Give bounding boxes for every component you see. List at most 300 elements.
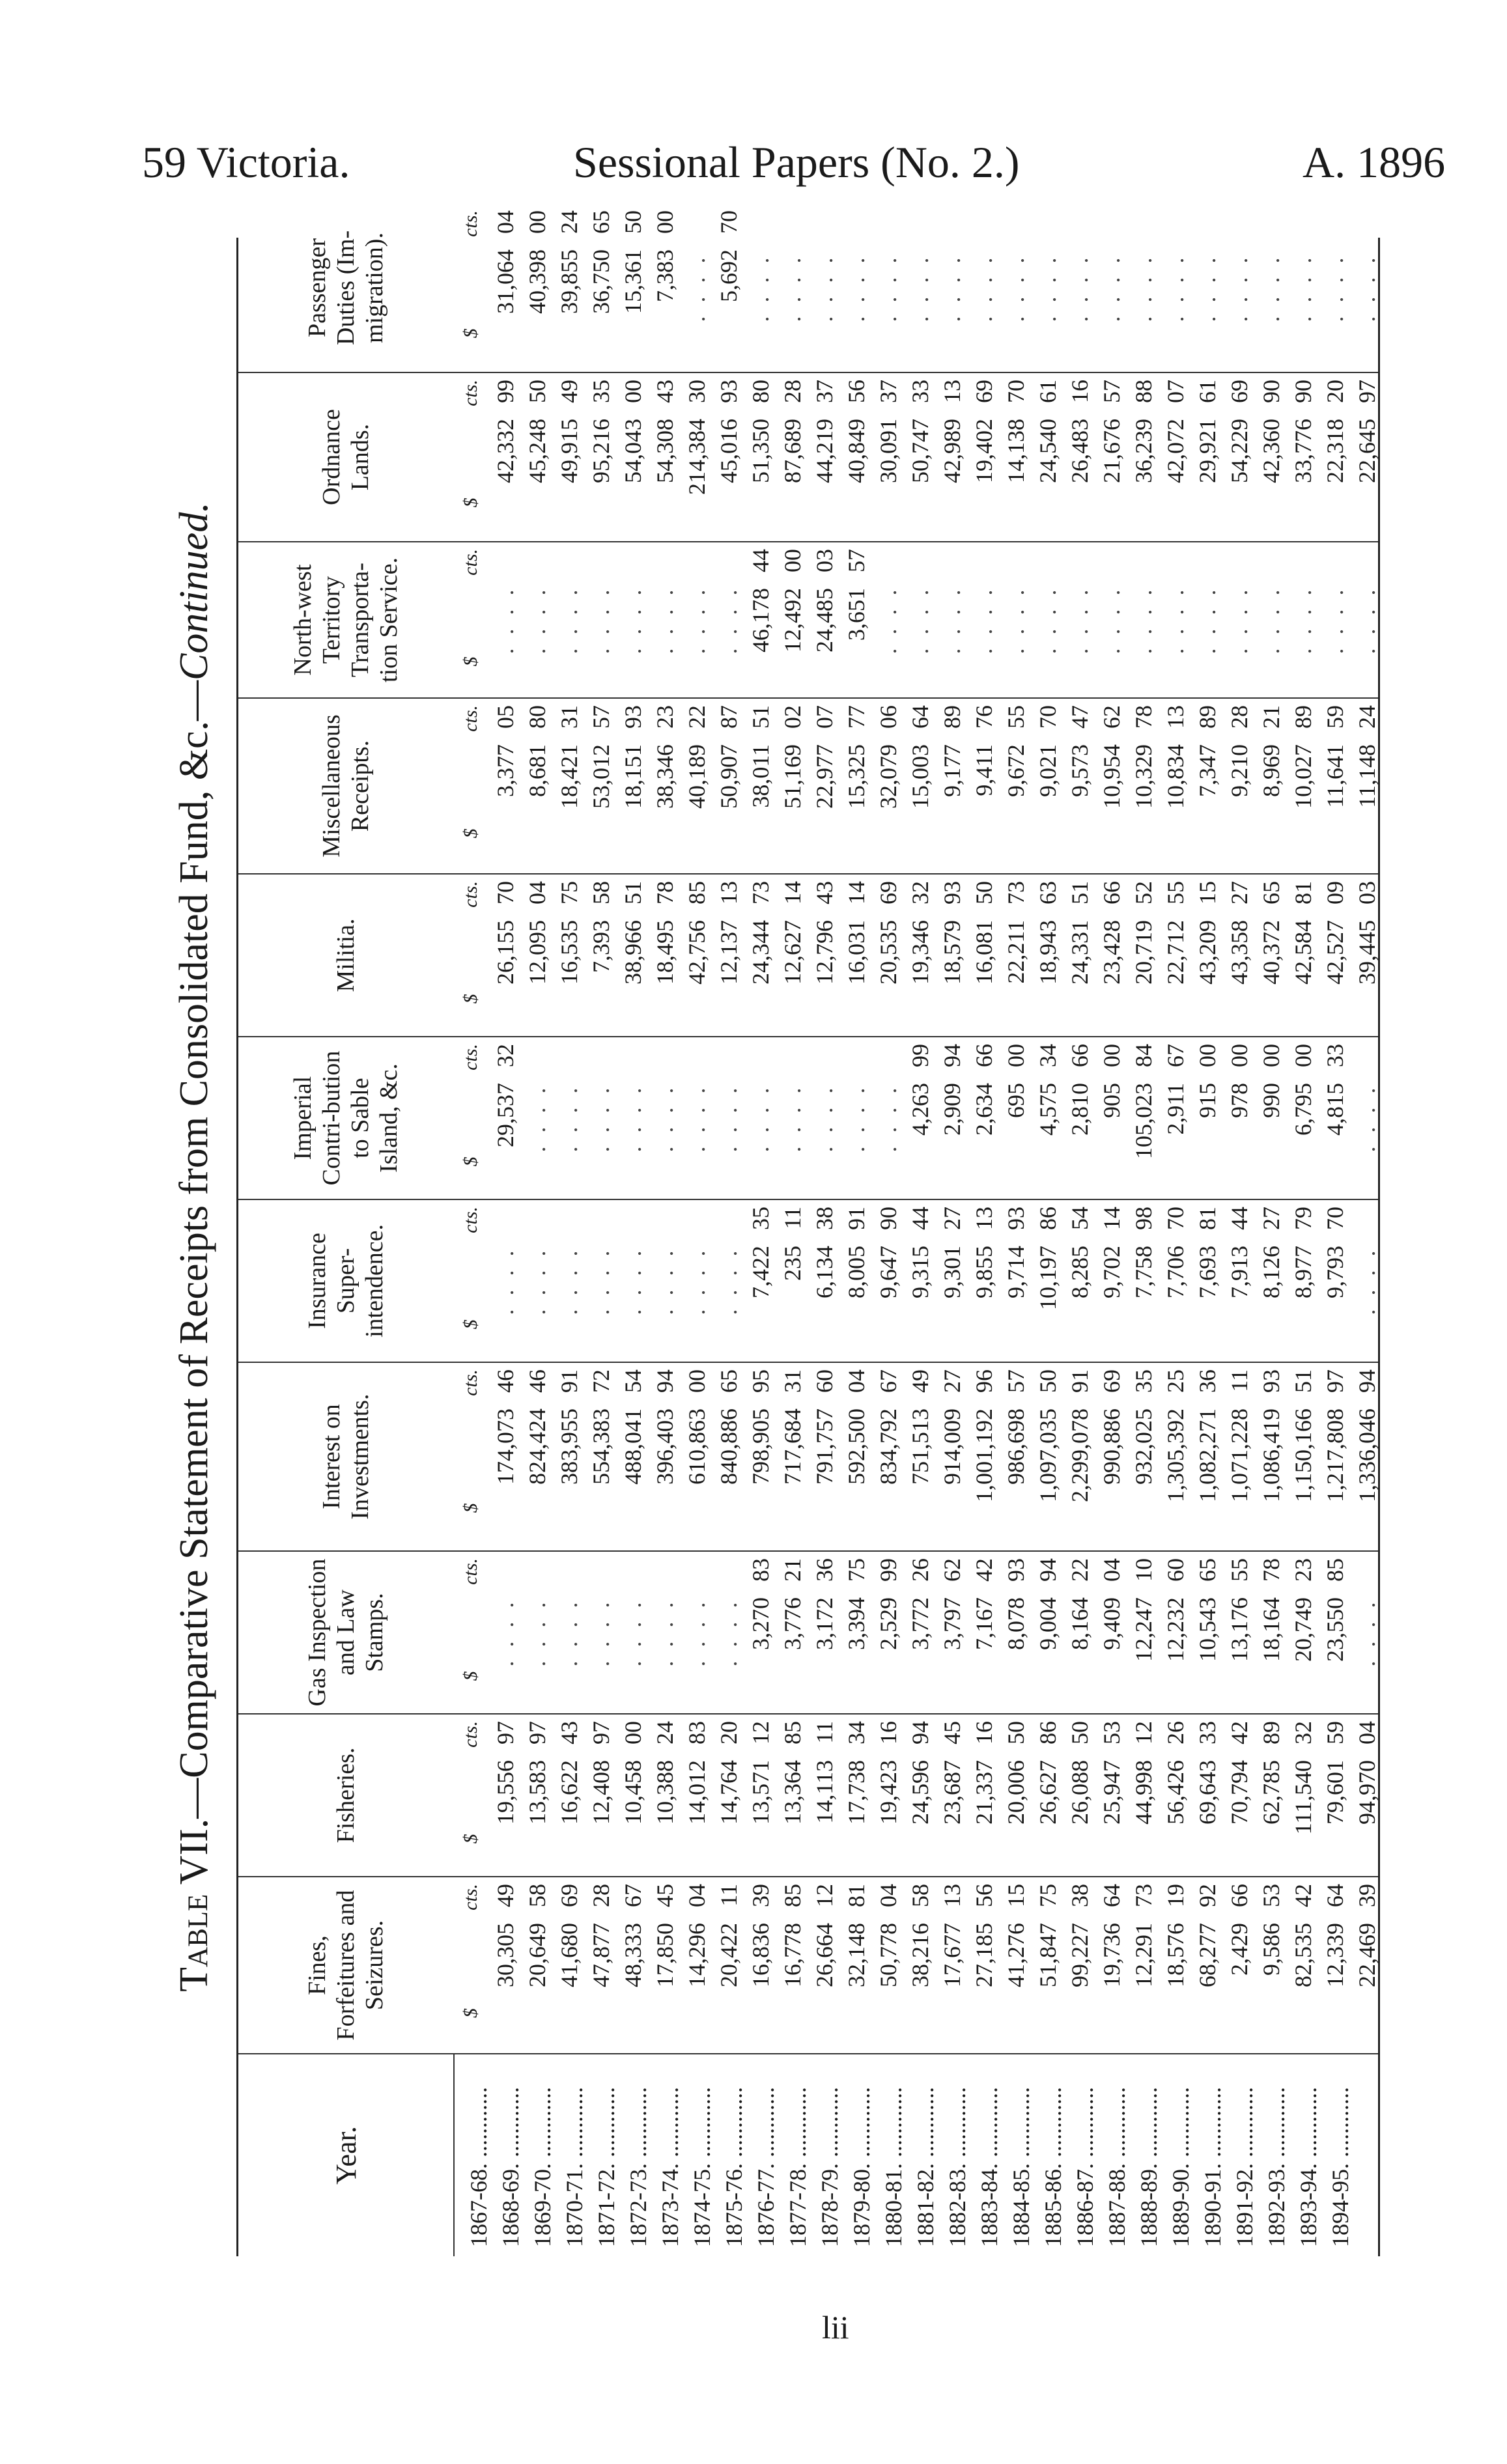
table-cell: 2,810 66: [1067, 1044, 1093, 1136]
table-cell: 10,458 00: [620, 1721, 646, 1825]
table-cell: 2,909 94: [939, 1044, 965, 1136]
table-cell: . . . .: [939, 253, 965, 322]
table-cell: 18,495 78: [652, 881, 678, 985]
table-column: [238, 1200, 1378, 1363]
table-cell: . . . .: [875, 1084, 901, 1153]
rotated-table-block: [168, 210, 1380, 2256]
table-cell: 48,333 67: [620, 1884, 646, 1987]
table-cell: 82,535 42: [1290, 1884, 1316, 1987]
table-cell: 9,021 70: [1035, 705, 1061, 797]
table-cell: 554,383 72: [588, 1369, 614, 1485]
table-cell: 26,483 16: [1067, 380, 1093, 483]
table-cell: 214,384 30: [684, 380, 710, 495]
table-cell: . . . .: [1003, 585, 1029, 654]
table-cell: . . . .: [1226, 253, 1252, 322]
year-cell: 1867-68. ............: [466, 2087, 492, 2247]
table-cell: 15,325 77: [843, 705, 869, 809]
table-cell: 43,209 15: [1194, 881, 1220, 985]
table-cell: 19,402 69: [971, 380, 997, 483]
table-cell: 12,232 60: [1162, 1558, 1189, 1662]
table-cell: 7,347 89: [1194, 705, 1220, 797]
table-cell: 17,677 13: [939, 1884, 965, 1987]
table-cell: . . . .: [492, 1598, 518, 1667]
table-column: [238, 875, 1378, 1037]
year-cell: 1887-88. ............: [1104, 2087, 1130, 2247]
table-cell: . . . .: [524, 585, 550, 654]
table-cell: . . . .: [1099, 253, 1125, 322]
table-cell: 24,540 61: [1035, 380, 1061, 483]
year-cell: 1880-81. ............: [880, 2087, 907, 2247]
table-cell: 38,346 23: [652, 705, 678, 809]
table-cell: 986,698 57: [1003, 1369, 1029, 1485]
table-column: [238, 1363, 1378, 1552]
table-cell: 1,086,419 93: [1258, 1369, 1284, 1502]
table-cell: 7,393 58: [588, 881, 614, 973]
year-cell: 1871-72. ............: [593, 2087, 619, 2247]
year-cell: 1886-87. ............: [1072, 2087, 1098, 2247]
columns-container: [238, 210, 1380, 2053]
year-list: [463, 2057, 1357, 2247]
table-cell: 7,167 42: [971, 1558, 997, 1650]
table-cell: . . . .: [811, 253, 838, 322]
table-cell: 3,651 57: [843, 549, 869, 641]
table-column: [238, 204, 1378, 373]
table-cell: 42,989 13: [939, 380, 965, 483]
table-cell: 22,645 97: [1354, 380, 1380, 483]
table-cell: 50,778 04: [875, 1884, 901, 1987]
table-cell: 19,346 32: [907, 881, 933, 985]
table-cell: . . . .: [939, 585, 965, 654]
table-cell: 19,423 16: [875, 1721, 901, 1825]
table-cell: 1,082,271 36: [1194, 1369, 1220, 1502]
table-cell: . . . .: [907, 585, 933, 654]
table-cell: . . . .: [1003, 253, 1029, 322]
column-units: [453, 373, 490, 541]
table-cell: 54,043 00: [620, 380, 646, 483]
table-cell: . . . .: [875, 253, 901, 322]
table-column: [238, 1552, 1378, 1715]
column-units: [453, 1877, 490, 2053]
table-cell: 13,176 55: [1226, 1558, 1252, 1662]
table-cell: 16,778 85: [780, 1884, 806, 1987]
table-cell: 42,072 07: [1162, 380, 1189, 483]
table-cell: . . . .: [907, 253, 933, 322]
table-cell: 20,649 58: [524, 1884, 550, 1987]
table-cell: 47,877 28: [588, 1884, 614, 1987]
table-cell: . . . .: [748, 1084, 774, 1153]
table-cell: 45,248 50: [524, 380, 550, 483]
table-cell: 24,485 03: [811, 549, 838, 652]
table-cell: . . . .: [620, 1084, 646, 1153]
table-cell: 24,596 94: [907, 1721, 933, 1825]
table-cell: 16,622 43: [556, 1721, 582, 1825]
table-cell: 235 11: [780, 1207, 806, 1281]
table-cell: 38,216 58: [907, 1884, 933, 1987]
column-values: [490, 699, 1383, 873]
table-cell: 26,088 50: [1067, 1721, 1093, 1825]
table-cell: 695 00: [1003, 1044, 1029, 1118]
year-cell: 1885-86. ............: [1040, 2087, 1066, 2247]
table-cell: 33,776 90: [1290, 380, 1316, 483]
table-cell: 791,757 60: [811, 1369, 838, 1485]
cents-unit: cts.: [460, 380, 481, 406]
table-column: [238, 699, 1378, 875]
table-cell: 19,556 97: [492, 1721, 518, 1825]
column-header: North-west Territory Transporta-tion Service.: [289, 557, 402, 683]
cents-unit: cts.: [460, 1207, 481, 1233]
table-cell: 3,776 21: [780, 1558, 806, 1650]
year-cell: 1870-71. ............: [561, 2087, 587, 2247]
table-cell: 3,772 26: [907, 1558, 933, 1650]
column-units: [453, 204, 490, 372]
table-cell: 3,270 83: [748, 1558, 774, 1650]
year-cell: 1868-69. ............: [498, 2087, 524, 2247]
table-cell: 23,687 45: [939, 1721, 965, 1825]
table-cell: 4,815 33: [1322, 1044, 1348, 1136]
table-cell: 42,527 09: [1322, 881, 1348, 985]
column-units: [453, 1200, 490, 1362]
dollar-unit: $: [460, 994, 481, 1004]
caption-suffix: Continued.: [172, 502, 216, 680]
year-cell: 1881-82. ............: [912, 2087, 938, 2247]
table-cell: 17,738 34: [843, 1721, 869, 1825]
caption-text: VII.—Comparative Statement of Receipts from Consolidated Fund, &c.—: [172, 680, 216, 1894]
table-cell: 68,277 92: [1194, 1884, 1220, 1987]
table-cell: 1,150,166 51: [1290, 1369, 1316, 1502]
table-cell: . . . .: [1354, 585, 1380, 654]
table-cell: 9,702 14: [1099, 1207, 1125, 1298]
column-header: Fines, Forfeitures and Seizures.: [303, 1890, 388, 2041]
table-cell: 2,529 99: [875, 1558, 901, 1650]
table-cell: 29,537 32: [492, 1044, 518, 1147]
column-values: [490, 875, 1383, 1036]
table-cell: 840,886 65: [716, 1369, 742, 1485]
table-cell: 25,947 53: [1099, 1721, 1125, 1825]
table-cell: . . . .: [1067, 585, 1093, 654]
table-cell: 26,627 86: [1035, 1721, 1061, 1825]
column-values: [490, 1037, 1383, 1199]
data-columns: [238, 210, 1380, 2054]
table-cell: . . . .: [1194, 253, 1220, 322]
table-cell: 7,706 70: [1162, 1207, 1189, 1298]
table-cell: 30,091 37: [875, 380, 901, 483]
table-cell: 2,429 66: [1226, 1884, 1252, 1976]
table-cell: 41,680 69: [556, 1884, 582, 1987]
table-cell: 12,796 43: [811, 881, 838, 985]
table-cell: . . . .: [843, 253, 869, 322]
table-caption: [168, 238, 220, 2256]
table-cell: 16,031 14: [843, 881, 869, 985]
table-cell: 9,004 94: [1035, 1558, 1061, 1650]
column-values: [490, 373, 1383, 541]
year-cell: 1869-70. ............: [529, 2087, 556, 2247]
table-cell: 20,535 69: [875, 881, 901, 985]
table-cell: 22,469 39: [1354, 1884, 1380, 1987]
table-cell: 13,583 97: [524, 1721, 550, 1825]
column-header: Insurance Super-intendence.: [303, 1224, 388, 1338]
table-cell: . . . .: [780, 1084, 806, 1153]
table-cell: . . . .: [1354, 253, 1380, 322]
table-cell: . . . .: [1354, 1084, 1380, 1153]
table-cell: 12,137 13: [716, 881, 742, 985]
sessional-papers-title: Sessional Papers (No. 2.): [573, 137, 1020, 187]
table-cell: 19,736 64: [1099, 1884, 1125, 1987]
table-cell: 69,643 33: [1194, 1721, 1220, 1825]
table-cell: 8,078 93: [1003, 1558, 1029, 1650]
table-cell: . . . .: [1226, 585, 1252, 654]
table-cell: 49,915 49: [556, 380, 582, 483]
table-cell: . . . .: [588, 585, 614, 654]
table-cell: 26,664 12: [811, 1884, 838, 1987]
table-cell: 11,148 24: [1354, 705, 1380, 808]
year-cell: 1875-76. ............: [721, 2087, 747, 2247]
table-cell: . . . .: [1322, 253, 1348, 322]
year-cell: 1892-93. ............: [1263, 2087, 1289, 2247]
table-column: [238, 1877, 1378, 2053]
table-cell: . . . .: [556, 1084, 582, 1153]
table-cell: . . . .: [556, 1598, 582, 1667]
table-column: [238, 1715, 1378, 1877]
page-number: lii: [822, 2309, 849, 2345]
table-cell: . . . .: [652, 1598, 678, 1667]
caption-prefix: Table: [172, 1894, 216, 1992]
table-cell: 18,576 19: [1162, 1884, 1189, 1987]
table-cell: 10,388 24: [652, 1721, 678, 1825]
table-cell: 12,095 04: [524, 881, 550, 985]
table-cell: 4,263 99: [907, 1044, 933, 1136]
table-cell: 5,692 70: [716, 210, 742, 302]
table-cell: 15,361 50: [620, 210, 646, 314]
table-cell: 717,684 31: [780, 1369, 806, 1485]
cents-unit: cts.: [460, 1884, 481, 1911]
table-cell: 18,943 63: [1035, 881, 1061, 985]
table-cell: 36,750 65: [588, 210, 614, 314]
table-cell: 43,358 27: [1226, 881, 1252, 985]
table-cell: 27,185 56: [971, 1884, 997, 1987]
table-cell: . . . .: [843, 1084, 869, 1153]
table-cell: 978 00: [1226, 1044, 1252, 1118]
table-cell: 10,543 65: [1194, 1558, 1220, 1662]
table-cell: 9,315 44: [907, 1207, 933, 1298]
table-cell: 8,164 22: [1067, 1558, 1093, 1650]
table-cell: 62,785 89: [1258, 1721, 1284, 1825]
table-cell: 9,301 27: [939, 1207, 965, 1298]
column-units: [453, 1363, 490, 1550]
dollar-unit: $: [460, 497, 481, 508]
table-cell: 105,023 84: [1131, 1044, 1157, 1159]
table-cell: 87,689 28: [780, 380, 806, 483]
table-cell: . . . .: [971, 585, 997, 654]
table-cell: 16,836 39: [748, 1884, 774, 1987]
table-cell: 42,584 81: [1290, 881, 1316, 985]
table-cell: 12,339 64: [1322, 1884, 1348, 1987]
table-cell: 14,012 83: [684, 1721, 710, 1825]
dollar-unit: $: [460, 1156, 481, 1167]
year-cell: 1873-74. ............: [657, 2087, 683, 2247]
table-cell: 8,005 91: [843, 1207, 869, 1298]
column-values: [490, 204, 1383, 372]
table-cell: . . . .: [524, 1084, 550, 1153]
table-cell: . . . .: [1258, 585, 1284, 654]
table-cell: . . . .: [716, 1246, 742, 1315]
table-cell: . . . .: [556, 585, 582, 654]
table-cell: 10,329 78: [1131, 705, 1157, 809]
column-values: [490, 1552, 1383, 1713]
table-cell: 24,331 51: [1067, 881, 1093, 985]
table-cell: 7,422 35: [748, 1207, 774, 1298]
table-cell: 79,601 59: [1322, 1721, 1348, 1825]
table-cell: 51,847 75: [1035, 1884, 1061, 1987]
table-cell: 39,445 03: [1354, 881, 1380, 985]
table-cell: . . . .: [492, 1246, 518, 1315]
table-cell: . . . .: [588, 1598, 614, 1667]
table-cell: 10,954 62: [1099, 705, 1125, 809]
year-cell: 1894-95. ............: [1327, 2087, 1353, 2247]
table-cell: 1,071,228 11: [1226, 1369, 1252, 1502]
column-units: [453, 1552, 490, 1713]
column-header: Fisheries.: [332, 1747, 359, 1843]
table-cell: 7,693 81: [1194, 1207, 1220, 1298]
table-cell: 2,299,078 91: [1067, 1369, 1093, 1502]
dollar-unit: $: [460, 828, 481, 839]
table-cell: 56,426 26: [1162, 1721, 1189, 1825]
table-cell: . . . .: [716, 1084, 742, 1153]
column-header: Miscellaneous Receipts.: [318, 714, 374, 858]
table-cell: 990 00: [1258, 1044, 1284, 1118]
table-cell: 40,398 00: [524, 210, 550, 314]
cents-unit: cts.: [460, 881, 481, 908]
table-cell: . . . .: [811, 1084, 838, 1153]
table-cell: . . . .: [652, 1246, 678, 1315]
table-cell: . . . .: [1131, 585, 1157, 654]
dollar-unit: $: [460, 656, 481, 667]
table-cell: 29,921 61: [1194, 380, 1220, 483]
table-cell: 9,411 76: [971, 705, 997, 796]
table-cell: 7,758 98: [1131, 1207, 1157, 1298]
column-values: [490, 1200, 1383, 1362]
table-cell: 94,970 04: [1354, 1721, 1380, 1825]
table-cell: 24,344 73: [748, 881, 774, 985]
table-cell: 6,795 00: [1290, 1044, 1316, 1136]
year-column: [238, 2054, 1378, 2256]
table-cell: 18,579 93: [939, 881, 965, 985]
table-cell: 990,886 69: [1099, 1369, 1125, 1485]
receipts-table: [236, 210, 1380, 2256]
table-cell: 905 00: [1099, 1044, 1125, 1118]
table-cell: . . . .: [1067, 253, 1093, 322]
table-cell: . . . .: [1162, 253, 1189, 322]
column-units: [453, 1715, 490, 1876]
table-cell: 488,041 54: [620, 1369, 646, 1485]
year-cell: 1893-94. ............: [1295, 2087, 1321, 2247]
table-cell: . . . .: [1035, 253, 1061, 322]
table-cell: 9,586 53: [1258, 1884, 1284, 1976]
dollar-unit: $: [460, 1503, 481, 1513]
table-cell: 42,360 90: [1258, 380, 1284, 483]
table-cell: . . . .: [1354, 1246, 1380, 1315]
table-cell: 396,403 94: [652, 1369, 678, 1485]
table-cell: 12,492 00: [780, 549, 806, 652]
table-cell: 30,305 49: [492, 1884, 518, 1987]
dollar-unit: $: [460, 1834, 481, 1844]
table-cell: 4,575 34: [1035, 1044, 1061, 1136]
table-cell: 14,296 04: [684, 1884, 710, 1987]
session-label: 59 Victoria.: [142, 137, 350, 187]
table-cell: 21,676 57: [1099, 380, 1125, 483]
table-cell: . . . .: [1322, 585, 1348, 654]
table-cell: 9,647 90: [875, 1207, 901, 1298]
year-cell: 1883-84. ............: [976, 2087, 1002, 2247]
table-cell: 40,189 22: [684, 705, 710, 809]
table-cell: 23,550 85: [1322, 1558, 1348, 1662]
table-cell: 610,863 00: [684, 1369, 710, 1485]
column-values: [490, 1877, 1383, 2053]
year-cell: 1877-78. ............: [785, 2087, 811, 2247]
table-cell: 10,834 13: [1162, 705, 1189, 809]
year-header: Year.: [238, 2054, 455, 2256]
table-cell: . . . .: [875, 585, 901, 654]
table-cell: 10,197 86: [1035, 1207, 1061, 1310]
table-cell: . . . .: [556, 1246, 582, 1315]
table-cell: 3,377 05: [492, 705, 518, 797]
table-cell: 20,749 23: [1290, 1558, 1316, 1662]
table-cell: 70,794 42: [1226, 1721, 1252, 1825]
table-cell: . . . .: [652, 585, 678, 654]
table-cell: 13,364 85: [780, 1721, 806, 1825]
table-cell: . . . .: [684, 585, 710, 654]
cents-unit: cts.: [460, 1558, 481, 1585]
table-cell: . . . .: [1162, 585, 1189, 654]
table-cell: 53,012 57: [588, 705, 614, 809]
table-cell: 9,409 04: [1099, 1558, 1125, 1650]
table-cell: . . . .: [1290, 585, 1316, 654]
table-cell: . . . .: [1290, 253, 1316, 322]
column-header: Imperial Contri-bution to Sable Island, &c.: [289, 1050, 402, 1186]
table-cell: 8,977 79: [1290, 1207, 1316, 1298]
table-cell: 22,712 55: [1162, 881, 1189, 985]
table-cell: 26,155 70: [492, 881, 518, 985]
table-cell: 46,178 44: [748, 549, 774, 652]
table-cell: 9,855 13: [971, 1207, 997, 1298]
table-cell: . . . .: [588, 1084, 614, 1153]
year-cell: 1882-83. ............: [944, 2087, 970, 2247]
table-cell: 22,318 20: [1322, 380, 1348, 483]
column-units: [453, 542, 490, 697]
column-header: Ordnance Lands.: [318, 409, 374, 505]
column-units: [453, 875, 490, 1036]
table-cell: 2,911 67: [1162, 1044, 1189, 1135]
table-cell: 20,719 52: [1131, 881, 1157, 985]
table-cell: . . . .: [620, 585, 646, 654]
year-cell: 1890-91. ............: [1200, 2087, 1226, 2247]
table-cell: 1,336,046 94: [1354, 1369, 1380, 1502]
table-cell: 8,969 21: [1258, 705, 1284, 797]
table-cell: . . . .: [492, 585, 518, 654]
table-cell: 50,747 33: [907, 380, 933, 483]
table-cell: . . . .: [524, 1246, 550, 1315]
year-cell: 1878-79. ............: [817, 2087, 843, 2247]
table-cell: 1,217,808 97: [1322, 1369, 1348, 1502]
table-cell: 8,681 80: [524, 705, 550, 797]
table-cell: 40,849 56: [843, 380, 869, 483]
cents-unit: cts.: [460, 705, 481, 732]
table-cell: 54,308 43: [652, 380, 678, 483]
table-cell: 31,064 04: [492, 210, 518, 314]
cents-unit: cts.: [460, 549, 481, 576]
table-cell: 798,905 95: [748, 1369, 774, 1485]
table-cell: 8,126 27: [1258, 1207, 1284, 1298]
table-cell: 20,006 50: [1003, 1721, 1029, 1825]
